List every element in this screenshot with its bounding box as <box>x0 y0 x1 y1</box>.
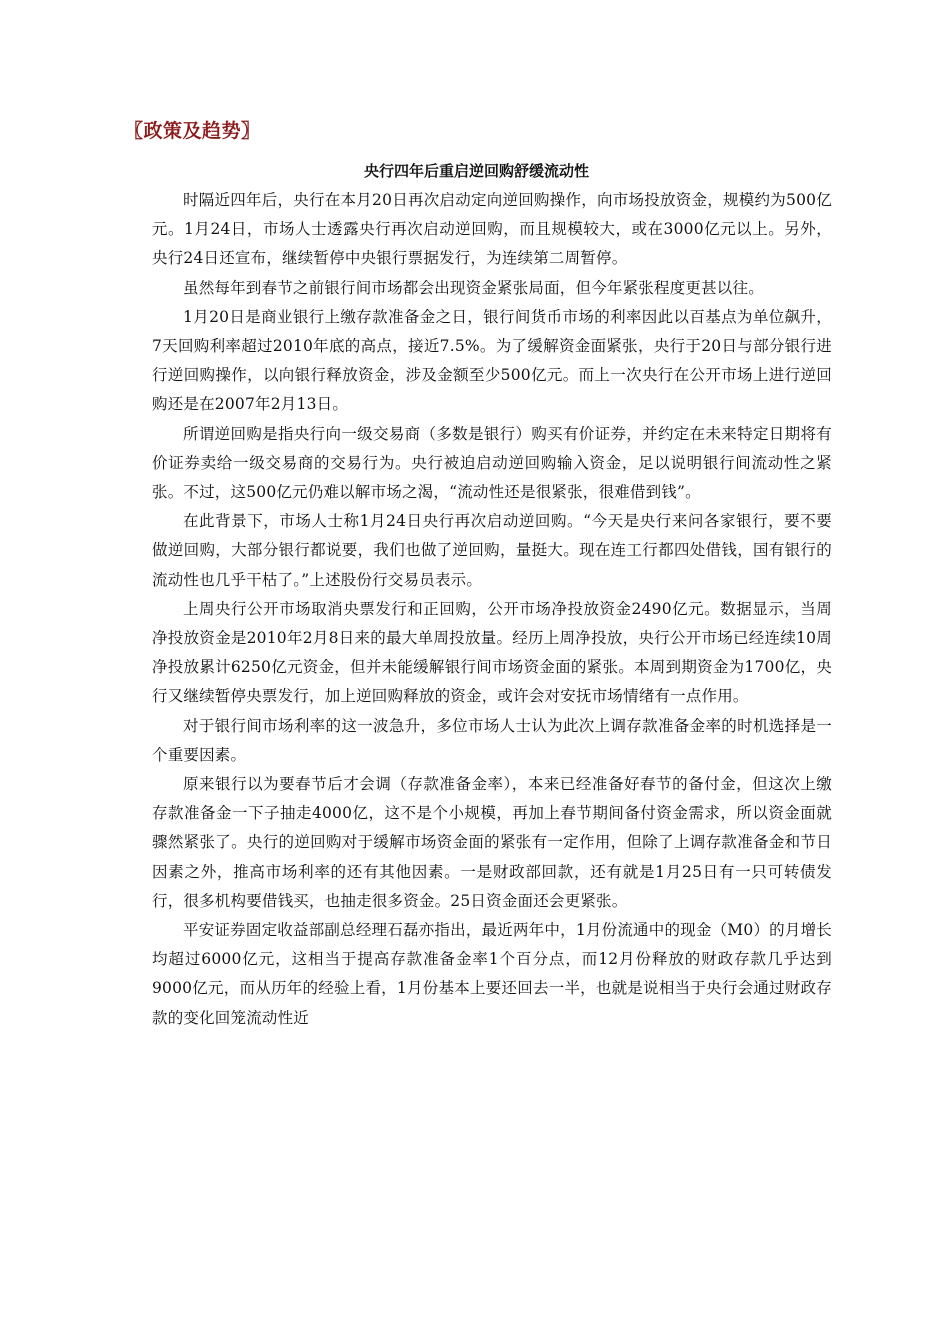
paragraph: 1月20日是商业银行上缴存款准备金之日，银行间货币市场的利率因此以百基点为单位飙升，7天回购利率超过2010年底的高点，接近7.5%。为了缓解资金面紧张，央行于20日与部分银行进行逆回购操作，以向银行释放资金，涉及金额至少500亿元。而上一次央行在公开市场上进行逆回购还是在2007年2月13日。 <box>152 307 832 414</box>
section-heading: 〖政策及趋势〗 <box>124 120 261 142</box>
paragraph: 时隔近四年后，央行在本月20日再次启动定向逆回购操作，向市场投放资金，规模约为500亿元。1月24日，市场人士透露央行再次启动逆回购，而且规模较大，或在3000亿元以上。另外，央行24日还宣布，继续暂停中央银行票据发行，为连续第二周暂停。 <box>152 191 832 268</box>
paragraph: 原来银行以为要春节后才会调（存款准备金率），本来已经准备好春节的备付金，但这次上缴存款准备金一下子抽走4000亿，这不是个小规模，再加上春节期间备付资金需求，所以资金面就骤然紧张了。央行的逆回购对于缓解市场资金面的紧张有一定作用，但除了上调存款准备金和节日因素之外，推高市场利率的还有其他因素。一是财政部回款，还有就是1月25日有一只可转债发行，很多机构要借钱买，也抽走很多资金。25日资金面还会更紧张。 <box>152 775 832 910</box>
paragraph: 平安证券固定收益部副总经理石磊亦指出，最近两年中，1月份流通中的现金（M0）的月增长均超过6000亿元，这相当于提高存款准备金率1个百分点，而12月份释放的财政存款几乎达到9000亿元，而从历年的经验上看，1月份基本上要还回去一半，也就是说相当于央行会通过财政存款的变化回笼流动性近 <box>152 921 832 1027</box>
paragraph: 虽然每年到春节之前银行间市场都会出现资金紧张局面，但今年紧张程度更甚以往。 <box>183 278 764 297</box>
paragraph: 对于银行间市场利率的这一波急升，多位市场人士认为此次上调存款准备金率的时机选择是一个重要因素。 <box>152 716 832 764</box>
article-body <box>152 186 832 1033</box>
article-title: 央行四年后重启逆回购舒缓流动性 <box>363 162 589 180</box>
paragraph: 在此背景下，市场人士称1月24日央行再次启动逆回购。“今天是央行来问各家银行，要不要做逆回购，大部分银行都说要，我们也做了逆回购，量挺大。现在连工行都四处借钱，国有银行的流动性也几乎干枯了。”上述股份行交易员表示。 <box>152 512 832 589</box>
paragraph: 上周央行公开市场取消央票发行和正回购，公开市场净投放资金2490亿元。数据显示，当周净投放资金是2010年2月8日来的最大单周投放量。经历上周净投放，央行公开市场已经连续10周净投放累计6250亿元资金，但并未能缓解银行间市场资金面的紧张。本周到期资金为1700亿，央行又继续暂停央票发行，加上逆回购释放的资金，或许会对安抚市场情绪有一点作用。 <box>152 599 832 706</box>
paragraph: 所谓逆回购是指央行向一级交易商（多数是银行）购买有价证券，并约定在未来特定日期将有价证券卖给一级交易商的交易行为。央行被迫启动逆回购输入资金，足以说明银行间流动性之紧张。不过，这500亿元仍难以解市场之渴，“流动性还是很紧张，很难借到钱”。 <box>152 424 832 502</box>
